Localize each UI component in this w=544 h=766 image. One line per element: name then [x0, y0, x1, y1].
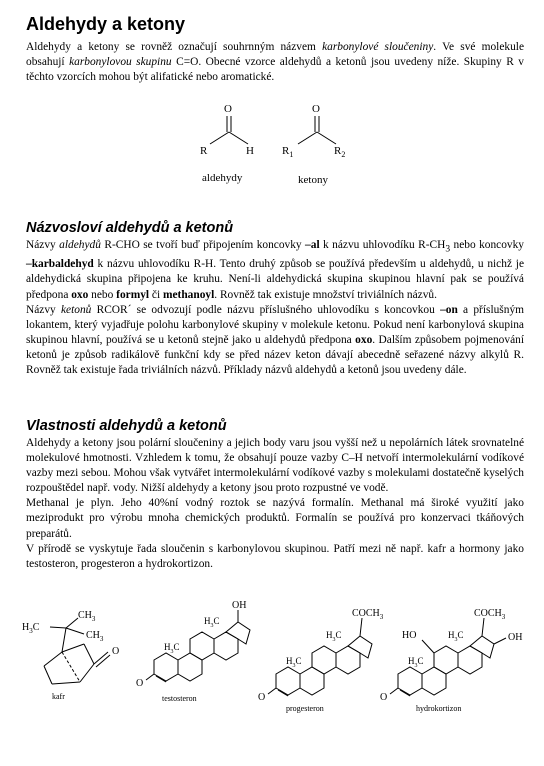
progesteron-label: progesteron — [286, 704, 324, 713]
ketone-general-formula — [278, 100, 368, 170]
text-run: . Ve své molekule obsahují — [26, 41, 525, 69]
properties-paragraph-3: V přírodě se vyskytuje řada sloučenin s karbonylovou skupinou. Patří mezi ně např. kafr a hormony jako testosteron, progesteron a hydrokortizon. — [26, 542, 524, 570]
section-heading-nomenclature: Názvosloví aldehydů a ketonů — [26, 220, 234, 236]
subscript: 3 — [445, 244, 451, 255]
hydrokortizon-label: hydrokortizon — [416, 704, 462, 713]
progesteron-o: O — [258, 692, 266, 703]
atom-r2: $R_2$ — [334, 145, 346, 159]
text-run-italic: karbonylové sloučeniny — [322, 41, 434, 53]
text-run: Názvy — [26, 239, 60, 251]
nomenclature-paragraphs — [26, 238, 524, 378]
hydrokortizon-ho: HO — [402, 630, 417, 641]
text-run: nebo koncovky — [450, 239, 525, 251]
text-run: C=O. Obecné vzorce aldehydů a ketonů jsou uvedeny níže. Skupiny R v těchto vzorcích mohou být alifatické nebo aromatické. — [26, 56, 524, 84]
hydrokortizon-o: O — [380, 692, 388, 703]
ketone-label: ketony — [298, 174, 328, 186]
text-run-bold: –on — [440, 303, 458, 316]
properties-paragraphs — [26, 436, 524, 572]
text-run: . Rovněž tak existuje množství triviálních názvů. — [214, 288, 437, 301]
text-run-bold: oxo — [71, 288, 89, 301]
hydrokortizon-coch3: $COCH_3$ — [474, 608, 506, 621]
intro-paragraph — [26, 40, 524, 85]
hydrokortizon-h3c-a: $H_3C$ — [408, 656, 424, 669]
atom-o: O — [224, 103, 232, 115]
text-run: RCOR´ se odvozují podle názvu příslušného uhlovodíku s koncovkou — [91, 303, 441, 316]
kafr-h3c: $H_3C$ — [22, 622, 40, 635]
text-run-italic: karbonylovou skupinu — [69, 56, 172, 69]
progesteron-h3c-a: $H_3C$ — [286, 656, 302, 669]
text-run: nebo — [88, 288, 117, 301]
text-run-italic: aldehydů — [59, 239, 101, 251]
atom-r1: $R_1$ — [282, 145, 294, 159]
text-run-bold: formyl — [116, 288, 150, 301]
atom-h: H — [246, 145, 254, 157]
text-run-bold: –karbaldehyd — [26, 258, 94, 271]
kafr-structure — [22, 608, 132, 698]
text-run-italic: ketonů — [60, 303, 92, 316]
testosteron-label: testosteron — [162, 694, 197, 703]
hydrokortizon-structure — [378, 604, 538, 719]
progesteron-h3c-b: $H_3C$ — [326, 630, 342, 643]
kafr-o: O — [112, 646, 120, 657]
text-run: . Dalším způsobem pojmenování ketonů je způsob radikálově funkční kdy se před název keton dávají abecedně seřazené názvy alkylů R. Rovněž tak existuje řada triviálních názvů. Příklady názvů aldehydů a ketonů jsou uvedeny dále. — [26, 333, 524, 377]
text-run-bold: –al — [305, 239, 320, 251]
page-title: Aldehydy a ketony — [26, 14, 186, 34]
kafr-ch3-top: $CH_3$ — [78, 610, 96, 623]
text-run: R-CHO se tvoří buď připojením koncovky — [100, 239, 306, 251]
hydrokortizon-oh: OH — [508, 632, 523, 643]
testosteron-h3c-a: $H_3C$ — [164, 642, 180, 655]
properties-paragraph-1: Aldehydy a ketony jsou polární sloučeniny a jejich body varu jsou vyšší než u nepolárních látek srovnatelné molekulové hmotnosti. Vzhledem k tomu, že obsahují pouze vazby C–H netvoří intermolekulární vodíkové vazby mezi sebou. Mohou však vytvářet intermolekulární vodíkové vazby s molekulami dostatečně kyselých rozpouštědel např. vody. Nižší aldehydy a ketony jsou proto rozpustné ve vodě. — [26, 437, 524, 495]
testosteron-structure — [134, 600, 274, 700]
text-run: Názvy — [26, 303, 61, 316]
text-run: Aldehydy a ketony se rovněž označují souhrnným názvem — [26, 41, 323, 53]
kafr-ch3-right: $CH_3$ — [86, 630, 104, 643]
text-run: k názvu uhlovodíku R-H. Tento druhý způsob se používá především u aldehydů, u nichž je aldehydická skupina připojena ke kruhu. Není-li aldehydická skupina skupinou hlavní pak se používá předpona — [26, 258, 524, 301]
text-run-bold: methanoyl — [163, 288, 215, 301]
aldehyde-general-formula — [190, 100, 270, 170]
atom-r: R — [200, 145, 208, 157]
text-run-bold: oxo — [355, 333, 373, 346]
testosteron-o: O — [136, 678, 144, 689]
testosteron-h3c-b: $H_3C$ — [204, 616, 220, 629]
aldehyde-label: aldehydy — [202, 172, 243, 184]
progesteron-structure — [256, 604, 396, 719]
text-run: či — [149, 288, 163, 301]
text-run: k názvu uhlovodíku R-CH — [319, 239, 446, 251]
atom-o: O — [312, 103, 320, 115]
progesteron-coch3: $COCH_3$ — [352, 608, 384, 621]
section-heading-properties: Vlastnosti aldehydů a ketonů — [26, 418, 227, 434]
properties-paragraph-2: Methanal je plyn. Jeho 40%ní vodný roztok se nazývá formalín. Methanal má široké využití jako meziprodukt pro výrobu mnoha chemických produktů. Formalín se používá pro konzervaci tkáňových preparátů. — [26, 497, 524, 540]
kafr-label: kafr — [52, 692, 65, 701]
testosteron-oh: OH — [232, 600, 247, 611]
text-run: a příslušným lokantem, který vyjadřuje polohu karbonylové skupiny v molekule ketonu. Pokud není karbonylová skupina skupinou hlavní, používá se u ketonů stejně jako u aldehydů předpona — [26, 303, 524, 346]
hydrokortizon-h3c-b: $H_3C$ — [448, 630, 464, 643]
